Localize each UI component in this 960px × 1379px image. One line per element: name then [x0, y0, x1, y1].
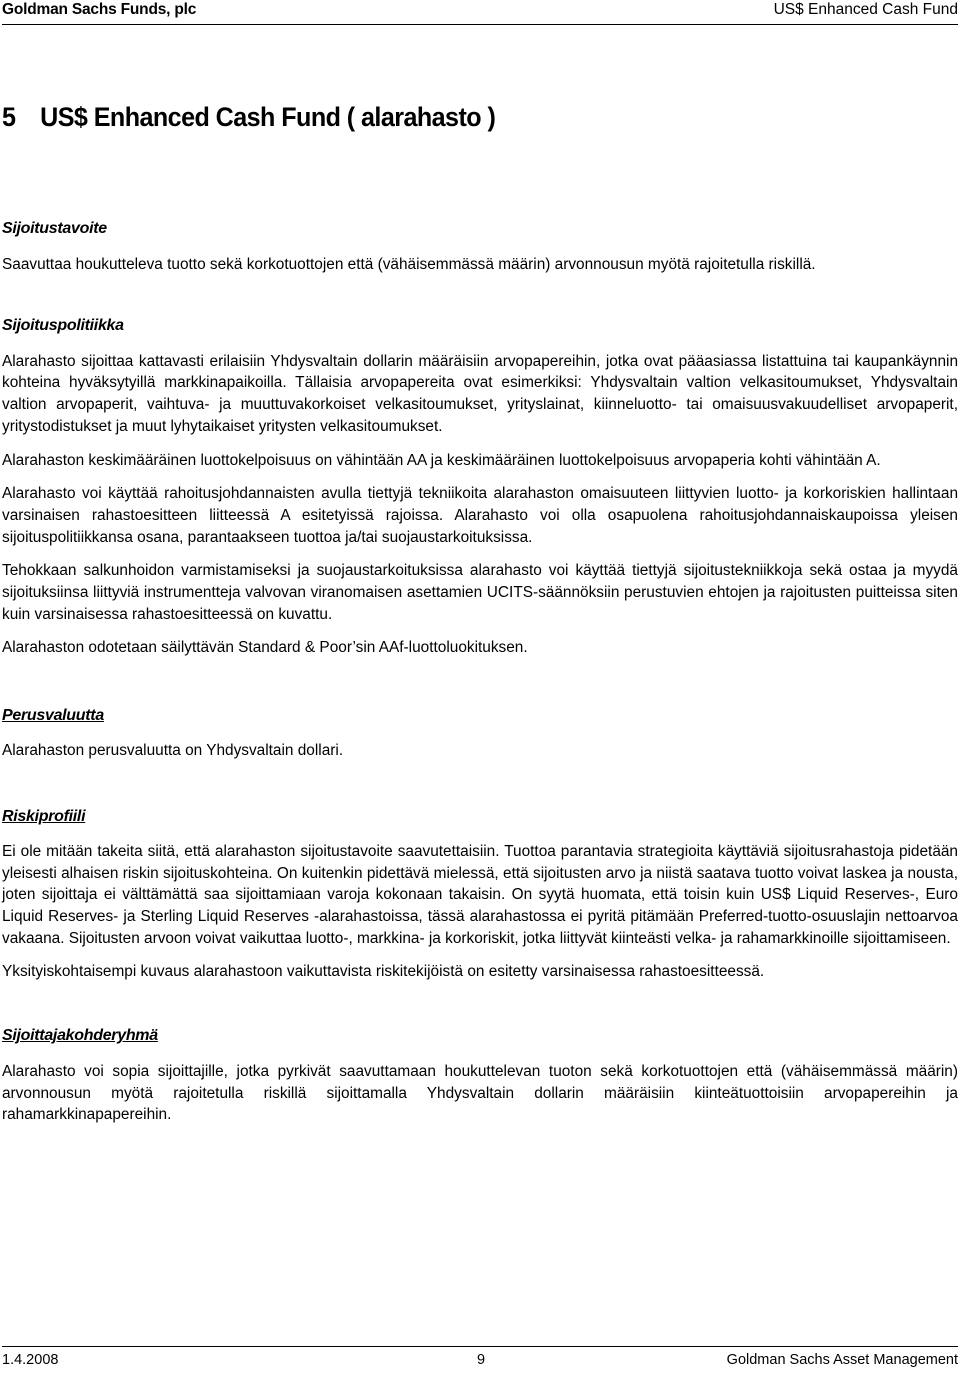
target-heading-text: Sijoittajakohderyhmä	[2, 1027, 158, 1045]
chapter-number: 5	[2, 102, 16, 132]
target-heading	[2, 1025, 958, 1047]
footer-company: Goldman Sachs Asset Management	[726, 1352, 958, 1368]
policy-paragraph-4: Tehokkaan salkunhoidon varmistamiseksi ja suojaustarkoituksissa alarahasto voi käyttää tiettyjä sijoitustekniikkoja sekä ostaa ja myydä sijoituksiinsa liittyviä instrumentteja valvovan viranomaisen asettamien UCITS-säännöksiin perustuvien ehtojen ja rajoitusten puitteissa siten kuin varsinaisessa rahastoesitteessä on kuvattu.	[2, 562, 958, 623]
currency-heading-text: Perusvaluutta	[2, 707, 104, 725]
policy-heading: Sijoituspolitiikka	[2, 316, 124, 334]
target-paragraph: Alarahasto voi sopia sijoittajille, jotka pyrkivät saavuttamaan houkuttelevan tuoton sekä korkotuottojen että (vähäisemmässä määrin) arvonnousun myötä rajoitetulla riskillä sijoittamalla Yhdysvaltain dollarin määräisiin kiinteätuottoisiin arvopapereihin ja rahamarkkinapapereihin.	[2, 1063, 958, 1124]
footer-page-number: 9	[477, 1352, 486, 1368]
page-content	[2, 95, 958, 1126]
chapter-title-text: US$ Enhanced Cash Fund ( alarahasto )	[40, 102, 496, 132]
risk-heading	[2, 806, 958, 828]
risk-heading-text: Riskiprofiili	[2, 807, 86, 825]
objective-heading: Sijoitustavoite	[2, 220, 107, 237]
policy-paragraph-3: Alarahasto voi käyttää rahoitusjohdannaisten avulla tiettyjä tekniikoita alarahaston omaisuuteen liittyvien luotto- ja korkoriskien hallintaan varsinaisen rahastoesitteen liitteessä A esitetyissä rajoissa. Alarahasto voi olla osapuolena rahoitusjohdannaiskaupoissa yleisen sijoituspolitiikkansa osana, parantaakseen tuottoa ja/tai suojaustarkoituksissa.	[2, 485, 958, 546]
objective-paragraph: Saavuttaa houkutteleva tuotto sekä korkotuottojen että (vähäisemmässä määrin) arvonnousun myötä rajoitetulla riskillä.	[2, 256, 816, 273]
policy-paragraph-5: Alarahaston odotetaan säilyttävän Standard & Poor’sin AAf-luottoluokituksen.	[2, 639, 528, 657]
currency-heading	[2, 705, 958, 727]
page-header	[2, 0, 958, 20]
header-fund-company: Goldman Sachs Funds, plc	[2, 1, 197, 18]
chapter-title	[2, 95, 891, 139]
policy-paragraph-1: Alarahasto sijoittaa kattavasti erilaisiin Yhdysvaltain dollarin määräisiin arvopapereihin, jotka ovat pääasiassa listattuina tai kaupankäynnin kohteina hyväksytyillä markkinapaikoilla. Tällaisia arvopapereita ovat esimerkiksi: Yhdysvaltain valtion velkasitoumukset, Yhdysvaltain valtion arvopaperit, vaihtuva- ja muuttuvakorkoiset velkasitoumukset, yrityslainat, kiinneluotto- tai omaisuusvakuudelliset arvopaperit, yritystodistukset ja muut lyhytaikaiset yritysten velkasitoumukset.	[2, 352, 958, 435]
page-footer	[2, 1347, 958, 1371]
risk-paragraph-1: Ei ole mitään takeita siitä, että alarahaston sijoitustavoite saavutettaisiin. Tuottoa parantavia strategioita käyttäviä sijoitusrahastoja pidetään yleisesti alhaisen riskin sijoituskohteina. On kuitenkin pidettävä mielessä, että sijoitusten arvo ja niistä saatava tuotto voivat laskea ja nousta, joten sijoittaja ei välttämättä saa sijoittamiaan varoja kokonaan takaisin. On syytä huomata, että toisin kuin US$ Liquid Reserves-, Euro Liquid Reserves- ja Sterling Liquid Reserves -alarahastoissa, tässä alarahastossa ei pyritä pitämään Preferred-tuotto-osuuslajin nettoarvoa vakaana. Sijoitusten arvoon voivat vaikuttaa luotto-, markkina- ja korkoriskit, jotka liittyvät kiinteästi velka- ja rahamarkkinoille sijoittamiseen.	[2, 842, 958, 947]
header-divider	[2, 24, 958, 25]
currency-paragraph: Alarahaston perusvaluutta on Yhdysvaltain dollari.	[2, 742, 344, 760]
header-fund-name: US$ Enhanced Cash Fund	[773, 1, 958, 18]
risk-paragraph-2: Yksityiskohtaisempi kuvaus alarahastoon vaikuttavista riskitekijöistä on esitetty varsinaisessa rahastoesitteessä.	[2, 963, 765, 981]
footer-date: 1.4.2008	[2, 1352, 59, 1368]
policy-paragraph-2: Alarahaston keskimääräinen luottokelpoisuus on vähintään AA ja keskimääräinen luottokelpoisuus arvopaperia kohti vähintään A.	[2, 451, 881, 469]
